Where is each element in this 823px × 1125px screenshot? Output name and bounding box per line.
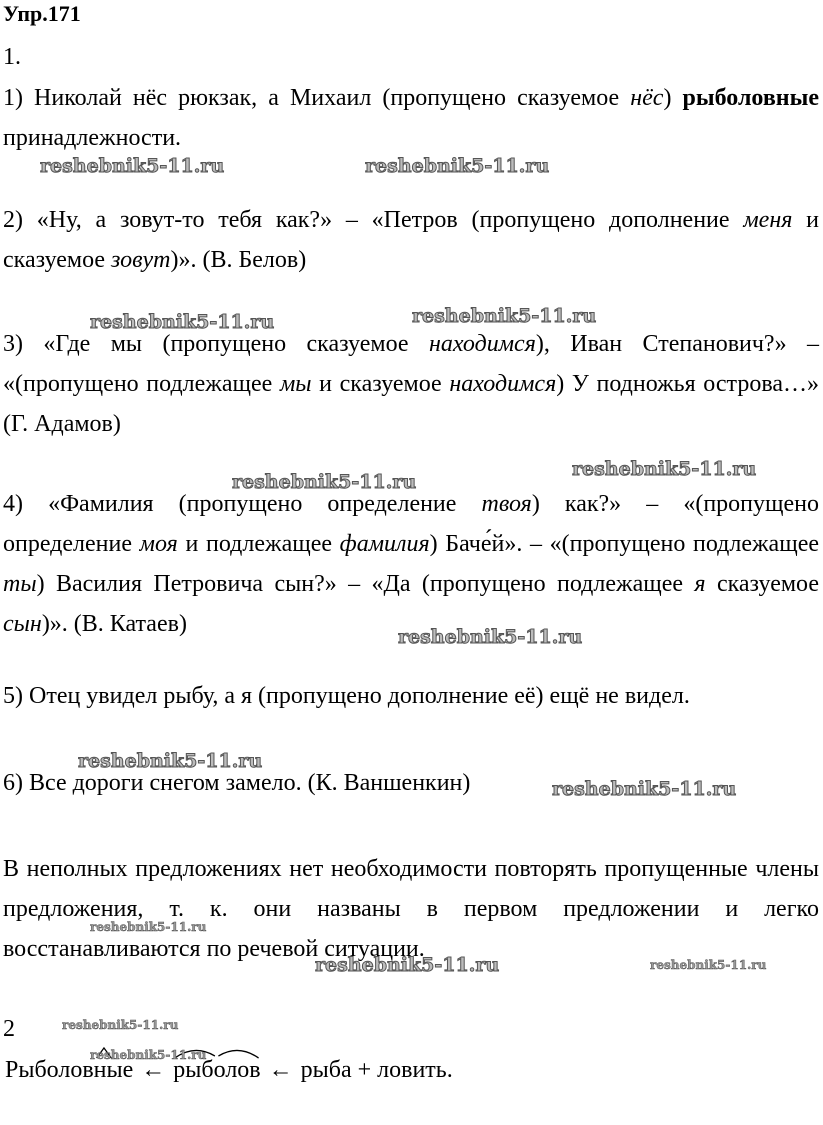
watermark: reshebnik5-11.ru	[90, 311, 275, 333]
bold-term: рыболовные	[682, 85, 819, 111]
part-2-label: 2	[3, 1016, 15, 1042]
italic-term: находимся	[428, 331, 536, 357]
text-segment: сказуемое	[705, 571, 820, 597]
part-1-label: 1.	[3, 44, 21, 70]
watermark: reshebnik5-11.ru	[315, 954, 500, 976]
text-segment: ) У подножья острова…» (Г. Адамов)	[3, 371, 819, 437]
italic-term: я	[694, 571, 706, 597]
text-segment: 3) «Где мы (пропущено сказуемое	[3, 331, 429, 357]
watermark: reshebnik5-11.ru	[572, 458, 757, 480]
text-segment: принадлежности.	[3, 125, 182, 151]
watermark: reshebnik5-11.ru	[650, 958, 767, 972]
watermark: reshebnik5-11.ru	[90, 1048, 207, 1062]
text-segment: и подлежащее	[177, 531, 340, 557]
italic-term: сын	[3, 611, 42, 637]
derivation-arrow-2: ←	[268, 1057, 293, 1083]
text-segment: и сказуемое	[3, 207, 820, 273]
watermark: reshebnik5-11.ru	[552, 778, 737, 800]
italic-term: твоя	[481, 491, 532, 517]
derivation-arrow: ←	[141, 1057, 166, 1083]
watermark: reshebnik5-11.ru	[398, 626, 583, 648]
watermark: reshebnik5-11.ru	[62, 1018, 179, 1032]
base-word-text: рыболов	[173, 1057, 261, 1083]
italic-term: моя	[139, 531, 178, 557]
text-segment: 1) Николай нёс рюкзак, а Михаил (пропущено сказуемое	[3, 85, 631, 111]
item-4	[3, 484, 819, 644]
text-segment: 5) Отец увидел рыбу, а я (пропущено дополнение её) ещё не видел.	[3, 683, 690, 709]
watermark: reshebnik5-11.ru	[232, 471, 417, 493]
text-segment: ) как?» – «(пропущено определение	[3, 491, 819, 557]
watermark: reshebnik5-11.ru	[90, 920, 207, 934]
text-segment: ), Иван Степанович?» – «(пропущено подлежащее	[3, 331, 819, 397]
italic-term: нёс	[630, 85, 664, 111]
conclusion-text: В неполных предложениях нет необходимости повторять пропущенные члены предложения, т. к. они названы в первом предложении и легко восстанавливаются по речевой ситуации.	[3, 856, 819, 962]
text-segment: )». (В. Белов)	[170, 247, 307, 273]
text-segment: ) Василия Петровича сын?» – «Да (пропущено подлежащее	[36, 571, 695, 597]
item-5	[3, 676, 819, 716]
italic-term: мы	[279, 371, 312, 397]
italic-term: ты	[3, 571, 37, 597]
text-segment: )	[663, 85, 683, 111]
italic-term: находимся	[449, 371, 557, 397]
watermark: reshebnik5-11.ru	[365, 155, 550, 177]
text-segment: )». (В. Катаев)	[41, 611, 187, 637]
item-1	[3, 78, 819, 158]
watermark: reshebnik5-11.ru	[412, 305, 597, 327]
text-segment: и сказуемое	[311, 371, 450, 397]
watermark: reshebnik5-11.ru	[78, 750, 263, 772]
derived-word-text: Рыболовные	[5, 1057, 134, 1083]
italic-term: зовут	[111, 247, 171, 273]
italic-term: фамилия	[339, 531, 430, 557]
source-words: рыба + ловить.	[300, 1057, 453, 1083]
watermark: reshebnik5-11.ru	[40, 155, 225, 177]
italic-term: меня	[743, 207, 793, 233]
item-3	[3, 324, 819, 444]
text-segment: 6) Все дороги снегом замело. (К. Ваншенкин)	[3, 770, 471, 796]
exercise-title: Упр.171	[3, 1, 81, 26]
item-2	[3, 200, 819, 280]
text-segment: 4) «Фамилия (пропущено определение	[3, 491, 482, 517]
morphemic-analysis	[5, 1050, 453, 1090]
text-segment: 2) «Ну, а зовут-то тебя как?» – «Петров (пропущено дополнение	[3, 207, 744, 233]
text-segment: ) Баче́й». – «(пропущено подлежащее	[429, 531, 819, 557]
